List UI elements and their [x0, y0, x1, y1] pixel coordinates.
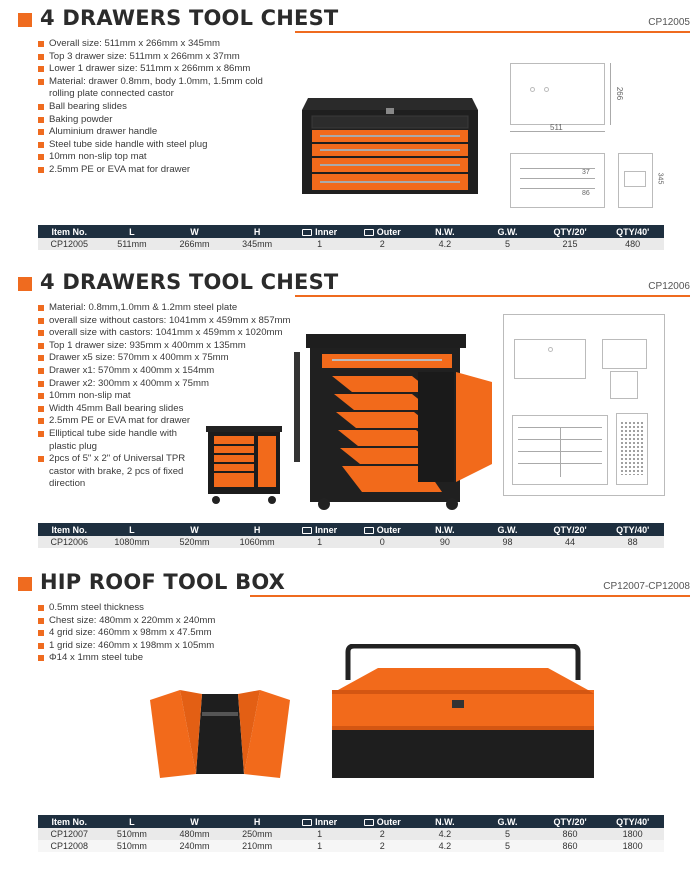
cell: 1800 [601, 840, 664, 852]
cell: CP12008 [38, 840, 101, 852]
section-title: 4 DRAWERS TOOL CHEST [40, 6, 339, 30]
orange-rule [295, 295, 690, 297]
spec-item: Drawer x5 size: 570mm x 400mm x 75mm [38, 352, 296, 365]
table-header-row [38, 225, 664, 238]
spec-item: Ball bearing slides [38, 101, 278, 114]
spec-item-continued: rolling plate connected castor [49, 88, 174, 100]
product-code: CP12006 [648, 281, 690, 292]
spec-item: Steel tube side handle with steel plug [38, 139, 278, 152]
spec-item: 1 grid size: 460mm x 198mm x 105mm [38, 640, 278, 653]
spec-item: 2.5mm PE or EVA mat for drawer [38, 164, 278, 177]
spec-item: 4 grid size: 460mm x 98mm x 47.5mm [38, 627, 278, 640]
cell: 88 [601, 536, 664, 548]
col-l: L [101, 225, 164, 238]
orange-square-icon [18, 277, 32, 291]
spec-item: Top 3 drawer size: 511mm x 266mm x 37mm [38, 51, 278, 64]
table-header-row [38, 523, 664, 536]
outer-box-icon [364, 229, 374, 236]
orange-square-icon [18, 13, 32, 27]
dim-label: 511 [550, 123, 563, 132]
spec-item: 2.5mm PE or EVA mat for drawer [38, 415, 296, 428]
technical-drawing [503, 314, 665, 496]
dim-label: 345 [656, 172, 664, 185]
cell: 5 [476, 840, 539, 852]
cell: 44 [539, 536, 602, 548]
cell: 0 [351, 536, 414, 548]
spec-item: Drawer x2: 300mm x 400mm x 75mm [38, 378, 296, 391]
cell: 480mm [163, 828, 226, 840]
cell: 240mm [163, 840, 226, 852]
outer-box-icon [364, 819, 374, 826]
inner-box-icon [302, 819, 312, 826]
col-nw: N.W. [414, 225, 477, 238]
cell: 2 [351, 828, 414, 840]
cell: 5 [476, 238, 539, 250]
col-inner: Inner [288, 225, 351, 238]
section-header [18, 572, 690, 600]
col-nw: N.W. [414, 523, 477, 536]
cell: 860 [539, 840, 602, 852]
col-qty20: QTY/20' [539, 815, 602, 828]
col-item-no: Item No. [38, 523, 101, 536]
col-h: H [226, 523, 289, 536]
outer-box-icon [364, 527, 374, 534]
tool-chest-photo [300, 86, 480, 196]
small-cabinet-photo [204, 422, 284, 506]
cell: 1 [288, 840, 351, 852]
cell: CP12007 [38, 828, 101, 840]
cell: 215 [539, 238, 602, 250]
spec-table [38, 815, 664, 852]
table-row [38, 828, 664, 840]
col-outer: Outer [351, 225, 414, 238]
cell: 520mm [163, 536, 226, 548]
col-qty40: QTY/40' [601, 815, 664, 828]
cell: 2 [351, 238, 414, 250]
cell: 860 [539, 828, 602, 840]
table-row [38, 238, 664, 250]
col-w: W [163, 815, 226, 828]
cell: 250mm [226, 828, 289, 840]
spec-item-continued: plastic plug [49, 440, 97, 452]
cell: 90 [414, 536, 477, 548]
section-cp12006 [0, 272, 700, 557]
spec-item: Chest size: 480mm x 220mm x 240mm [38, 615, 278, 628]
cell: 345mm [226, 238, 289, 250]
spec-list [38, 38, 278, 177]
spec-item: Baking powder [38, 114, 278, 127]
product-code: CP12005 [648, 17, 690, 28]
col-l: L [101, 523, 164, 536]
cell: 2 [351, 840, 414, 852]
product-code: CP12007-CP12008 [603, 581, 690, 592]
spec-item: 2pcs of 5" x 2" of Universal TPR [38, 453, 296, 466]
col-qty20: QTY/20' [539, 523, 602, 536]
cell: 511mm [101, 238, 164, 250]
col-qty40: QTY/40' [601, 523, 664, 536]
spec-table [38, 523, 664, 548]
spec-list [38, 602, 278, 665]
cell: 1800 [601, 828, 664, 840]
technical-drawing [500, 53, 670, 213]
section-title: HIP ROOF TOOL BOX [40, 570, 286, 594]
col-h: H [226, 225, 289, 238]
orange-square-icon [18, 577, 32, 591]
section-header [18, 8, 690, 36]
section-title: 4 DRAWERS TOOL CHEST [40, 270, 339, 294]
table-row [38, 536, 664, 548]
inner-box-icon [302, 229, 312, 236]
closed-toolbox-photo [318, 644, 618, 784]
spec-item-continued: castor with brake, 2 pcs of fixed [49, 465, 184, 477]
dim-label: 86 [582, 190, 590, 197]
spec-item: Aluminium drawer handle [38, 126, 278, 139]
spec-item: Material: drawer 0.8mm, body 1.0mm, 1.5mm cold [38, 76, 278, 89]
spec-table [38, 225, 664, 250]
col-item-no: Item No. [38, 815, 101, 828]
cell: 98 [476, 536, 539, 548]
col-nw: N.W. [414, 815, 477, 828]
col-inner: Inner [288, 815, 351, 828]
open-toolbox-photo [140, 682, 300, 782]
cell: 4.2 [414, 840, 477, 852]
orange-rule [250, 595, 690, 597]
col-qty40: QTY/40' [601, 225, 664, 238]
cell: 1060mm [226, 536, 289, 548]
col-gw: G.W. [476, 523, 539, 536]
spec-item: Material: 0.8mm,1.0mm & 1.2mm steel plate [38, 302, 296, 315]
spec-item-continued: direction [49, 478, 86, 490]
col-inner: Inner [288, 523, 351, 536]
spec-item: Φ14 x 1mm steel tube [38, 652, 278, 665]
orange-rule [295, 31, 690, 33]
col-item-no: Item No. [38, 225, 101, 238]
cell: 5 [476, 828, 539, 840]
col-w: W [163, 523, 226, 536]
cell: 1 [288, 238, 351, 250]
section-header [18, 272, 690, 300]
col-w: W [163, 225, 226, 238]
cell: 1 [288, 828, 351, 840]
table-header-row [38, 815, 664, 828]
dim-label: 37 [582, 169, 590, 176]
spec-item: Drawer x1: 570mm x 400mm x 154mm [38, 365, 296, 378]
col-qty20: QTY/20' [539, 225, 602, 238]
spec-item: Lower 1 drawer size: 511mm x 266mm x 86mm [38, 63, 278, 76]
col-l: L [101, 815, 164, 828]
cell: CP12005 [38, 238, 101, 250]
cell: 510mm [101, 840, 164, 852]
section-cp12005 [0, 8, 700, 258]
col-outer: Outer [351, 523, 414, 536]
section-cp12007-cp12008 [0, 572, 700, 867]
spec-item: Overall size: 511mm x 266mm x 345mm [38, 38, 278, 51]
cell: 4.2 [414, 828, 477, 840]
col-gw: G.W. [476, 815, 539, 828]
large-cabinet-photo [292, 332, 497, 512]
col-outer: Outer [351, 815, 414, 828]
col-h: H [226, 815, 289, 828]
spec-item: 10mm non-slip mat [38, 390, 296, 403]
cell: 480 [601, 238, 664, 250]
cell: CP12006 [38, 536, 101, 548]
spec-item: Width 45mm Ball bearing slides [38, 403, 296, 416]
spec-item: Top 1 drawer size: 935mm x 400mm x 135mm [38, 340, 296, 353]
table-row [38, 840, 664, 852]
spec-item: 0.5mm steel thickness [38, 602, 278, 615]
cell: 1080mm [101, 536, 164, 548]
cell: 4.2 [414, 238, 477, 250]
spec-item: Elliptical tube side handle with [38, 428, 296, 441]
spec-item: overall size without castors: 1041mm x 459mm x 857mm [38, 315, 296, 328]
col-gw: G.W. [476, 225, 539, 238]
spec-item: overall size with castors: 1041mm x 459mm x 1020mm [38, 327, 296, 340]
spec-item: 10mm non-slip top mat [38, 151, 278, 164]
cell: 510mm [101, 828, 164, 840]
inner-box-icon [302, 527, 312, 534]
cell: 210mm [226, 840, 289, 852]
cell: 266mm [163, 238, 226, 250]
cell: 1 [288, 536, 351, 548]
dim-label: 266 [615, 86, 625, 101]
